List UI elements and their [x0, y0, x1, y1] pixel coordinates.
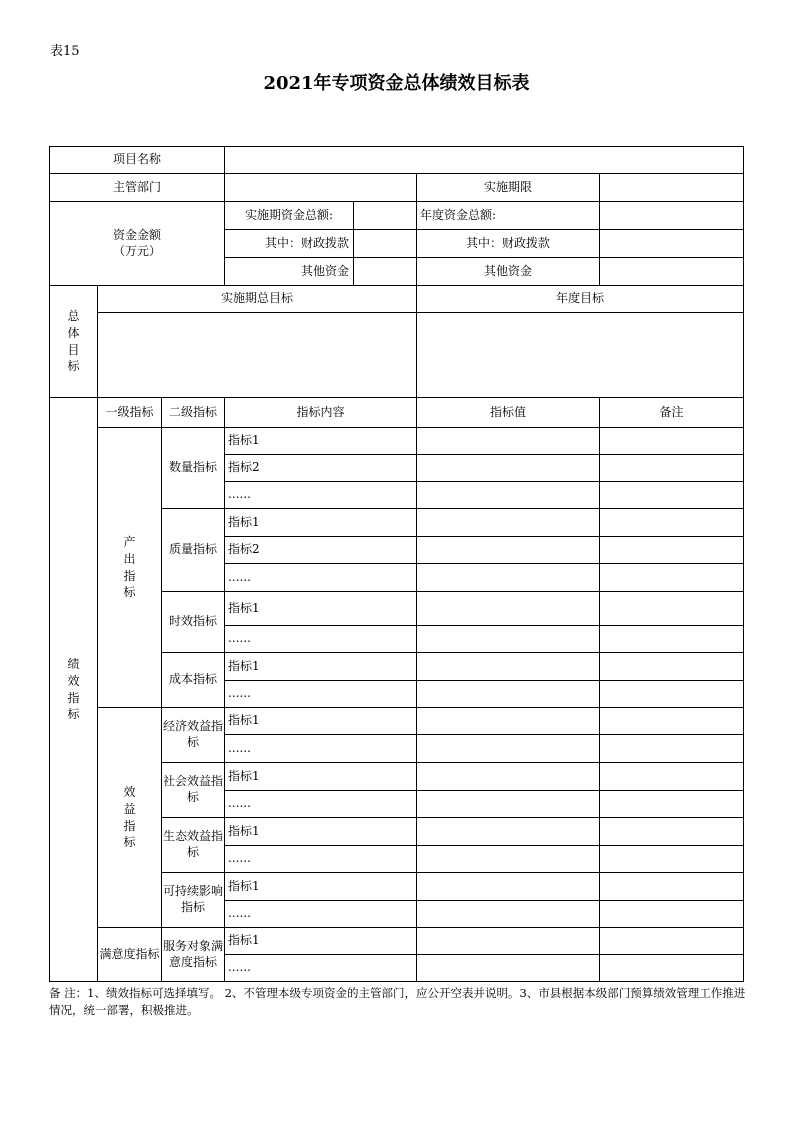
indicator-item-ellipsis[interactable]: ...... — [225, 681, 417, 708]
indicator-note-cell[interactable] — [600, 592, 744, 626]
indicator-value-cell[interactable] — [417, 846, 600, 873]
indicator-note-cell[interactable] — [600, 626, 744, 653]
indicator-value-cell[interactable] — [417, 537, 600, 564]
department-row — [50, 174, 744, 202]
indicator-value-cell[interactable] — [417, 928, 600, 955]
indicator-note-cell[interactable] — [600, 901, 744, 928]
goals-content-row — [50, 313, 744, 398]
indicator-item-ellipsis[interactable]: ...... — [225, 901, 417, 928]
table-row — [50, 928, 744, 955]
indicator-note-cell[interactable] — [600, 564, 744, 592]
indicator-item[interactable]: 指标2 — [225, 455, 417, 482]
quantity-indicator-label: 数量指标 — [162, 428, 225, 509]
indicator-value-cell[interactable] — [417, 455, 600, 482]
indicator-value-cell[interactable] — [417, 592, 600, 626]
indicator-item-ellipsis[interactable]: ...... — [225, 955, 417, 982]
period-other-label: 其他资金 — [225, 258, 354, 286]
indicator-note-cell[interactable] — [600, 735, 744, 763]
overall-goal-label: 总体目标 — [50, 286, 98, 398]
indicator-value-cell[interactable] — [417, 763, 600, 791]
funds-label: 资金金额 （万元） — [50, 202, 225, 286]
indicator-item-ellipsis[interactable]: ...... — [225, 626, 417, 653]
indicator-item[interactable]: 指标1 — [225, 428, 417, 455]
indicator-item[interactable]: 指标1 — [225, 928, 417, 955]
indicator-value-cell[interactable] — [417, 428, 600, 455]
indicator-note-cell[interactable] — [600, 482, 744, 509]
output-indicator-label: 产出指标 — [98, 428, 162, 708]
performance-indicator-label: 绩效指标 — [50, 398, 98, 982]
indicator-note-cell[interactable] — [600, 708, 744, 735]
table-row — [50, 708, 744, 735]
indicator-note-cell[interactable] — [600, 653, 744, 681]
indicator-value-cell[interactable] — [417, 955, 600, 982]
indicator-note-cell[interactable] — [600, 846, 744, 873]
indicator-item[interactable]: 指标1 — [225, 592, 417, 626]
annual-other-label: 其他资金 — [417, 258, 600, 286]
department-cell[interactable] — [225, 174, 417, 202]
annual-goal-cell[interactable] — [417, 313, 744, 398]
quality-indicator-label: 质量指标 — [162, 509, 225, 592]
indicator-item-ellipsis[interactable]: ...... — [225, 791, 417, 818]
sustainable-impact-label: 可持续影响指标 — [162, 873, 225, 928]
table-number: 表15 — [50, 44, 80, 59]
annual-fiscal-label: 其中：财政拨款 — [417, 230, 600, 258]
indicator-note-cell[interactable] — [600, 763, 744, 791]
indicator-value-cell[interactable] — [417, 873, 600, 901]
satisfaction-indicator-label: 满意度指标 — [98, 928, 162, 982]
period-total-label: 实施期资金总额: — [225, 202, 354, 230]
social-benefit-label: 社会效益指标 — [162, 763, 225, 818]
indicator-item[interactable]: 指标1 — [225, 653, 417, 681]
cost-indicator-label: 成本指标 — [162, 653, 225, 708]
indicator-value-cell[interactable] — [417, 791, 600, 818]
annual-total-cell[interactable] — [600, 202, 744, 230]
performance-target-table — [49, 146, 744, 982]
benefit-indicator-label: 效益指标 — [98, 708, 162, 928]
indicator-item-ellipsis[interactable]: ...... — [225, 735, 417, 763]
indicator-note-cell[interactable] — [600, 509, 744, 537]
indicator-value-cell[interactable] — [417, 681, 600, 708]
indicator-item[interactable]: 指标1 — [225, 708, 417, 735]
footnote: 备 注：1、绩效指标可选择填写。 2、不管理本级专项资金的主管部门，应公开空表并说明。3、市县根据本级部门预算绩效管理工作推进情况，统一部署，积极推进。 — [49, 986, 746, 1017]
timeliness-indicator-label: 时效指标 — [162, 592, 225, 653]
page-title: 2021年专项资金总体绩效目标表 — [263, 73, 530, 94]
table-row — [50, 428, 744, 455]
indicator-item[interactable]: 指标2 — [225, 537, 417, 564]
indicator-item[interactable]: 指标1 — [225, 509, 417, 537]
indicator-note-cell[interactable] — [600, 928, 744, 955]
period-total-cell[interactable] — [354, 202, 417, 230]
indicator-value-cell[interactable] — [417, 708, 600, 735]
level2-header: 二级指标 — [162, 398, 225, 428]
indicator-value-cell[interactable] — [417, 626, 600, 653]
indicator-note-cell[interactable] — [600, 537, 744, 564]
indicator-item[interactable]: 指标1 — [225, 873, 417, 901]
indicator-header-row — [50, 398, 744, 428]
indicator-note-cell[interactable] — [600, 955, 744, 982]
ecological-benefit-label: 生态效益指标 — [162, 818, 225, 873]
note-header: 备注 — [600, 398, 744, 428]
indicator-value-cell[interactable] — [417, 735, 600, 763]
indicator-note-cell[interactable] — [600, 455, 744, 482]
indicator-item[interactable]: 指标1 — [225, 818, 417, 846]
annual-goal-label: 年度目标 — [417, 286, 744, 313]
indicator-note-cell[interactable] — [600, 818, 744, 846]
project-name-cell[interactable] — [225, 147, 744, 174]
indicator-item-ellipsis[interactable]: ...... — [225, 482, 417, 509]
project-name-label: 项目名称 — [50, 147, 225, 174]
annual-other-cell[interactable] — [600, 258, 744, 286]
economic-benefit-label: 经济效益指标 — [162, 708, 225, 763]
indicator-value-cell[interactable] — [417, 901, 600, 928]
annual-fiscal-cell[interactable] — [600, 230, 744, 258]
indicator-note-cell[interactable] — [600, 428, 744, 455]
indicator-note-cell[interactable] — [600, 873, 744, 901]
department-label: 主管部门 — [50, 174, 225, 202]
level1-header: 一级指标 — [98, 398, 162, 428]
project-name-row — [50, 147, 744, 174]
period-label: 实施期限 — [417, 174, 600, 202]
service-satisfaction-label: 服务对象满意度指标 — [162, 928, 225, 982]
indicator-value-cell[interactable] — [417, 509, 600, 537]
indicator-note-cell[interactable] — [600, 681, 744, 708]
annual-total-label: 年度资金总额: — [417, 202, 600, 230]
indicator-value-cell[interactable] — [417, 482, 600, 509]
funds-total-row — [50, 202, 744, 230]
value-header: 指标值 — [417, 398, 600, 428]
period-goal-cell[interactable] — [98, 313, 417, 398]
indicator-note-cell[interactable] — [600, 791, 744, 818]
period-other-cell[interactable] — [354, 258, 417, 286]
period-cell[interactable] — [600, 174, 744, 202]
period-fiscal-cell[interactable] — [354, 230, 417, 258]
indicator-item[interactable]: 指标1 — [225, 763, 417, 791]
goals-header-row — [50, 286, 744, 313]
indicator-value-cell[interactable] — [417, 818, 600, 846]
indicator-value-cell[interactable] — [417, 564, 600, 592]
content-header: 指标内容 — [225, 398, 417, 428]
period-fiscal-label: 其中：财政拨款 — [225, 230, 354, 258]
period-goal-label: 实施期总目标 — [98, 286, 417, 313]
indicator-item-ellipsis[interactable]: ...... — [225, 846, 417, 873]
indicator-item-ellipsis[interactable]: ...... — [225, 564, 417, 592]
indicator-value-cell[interactable] — [417, 653, 600, 681]
